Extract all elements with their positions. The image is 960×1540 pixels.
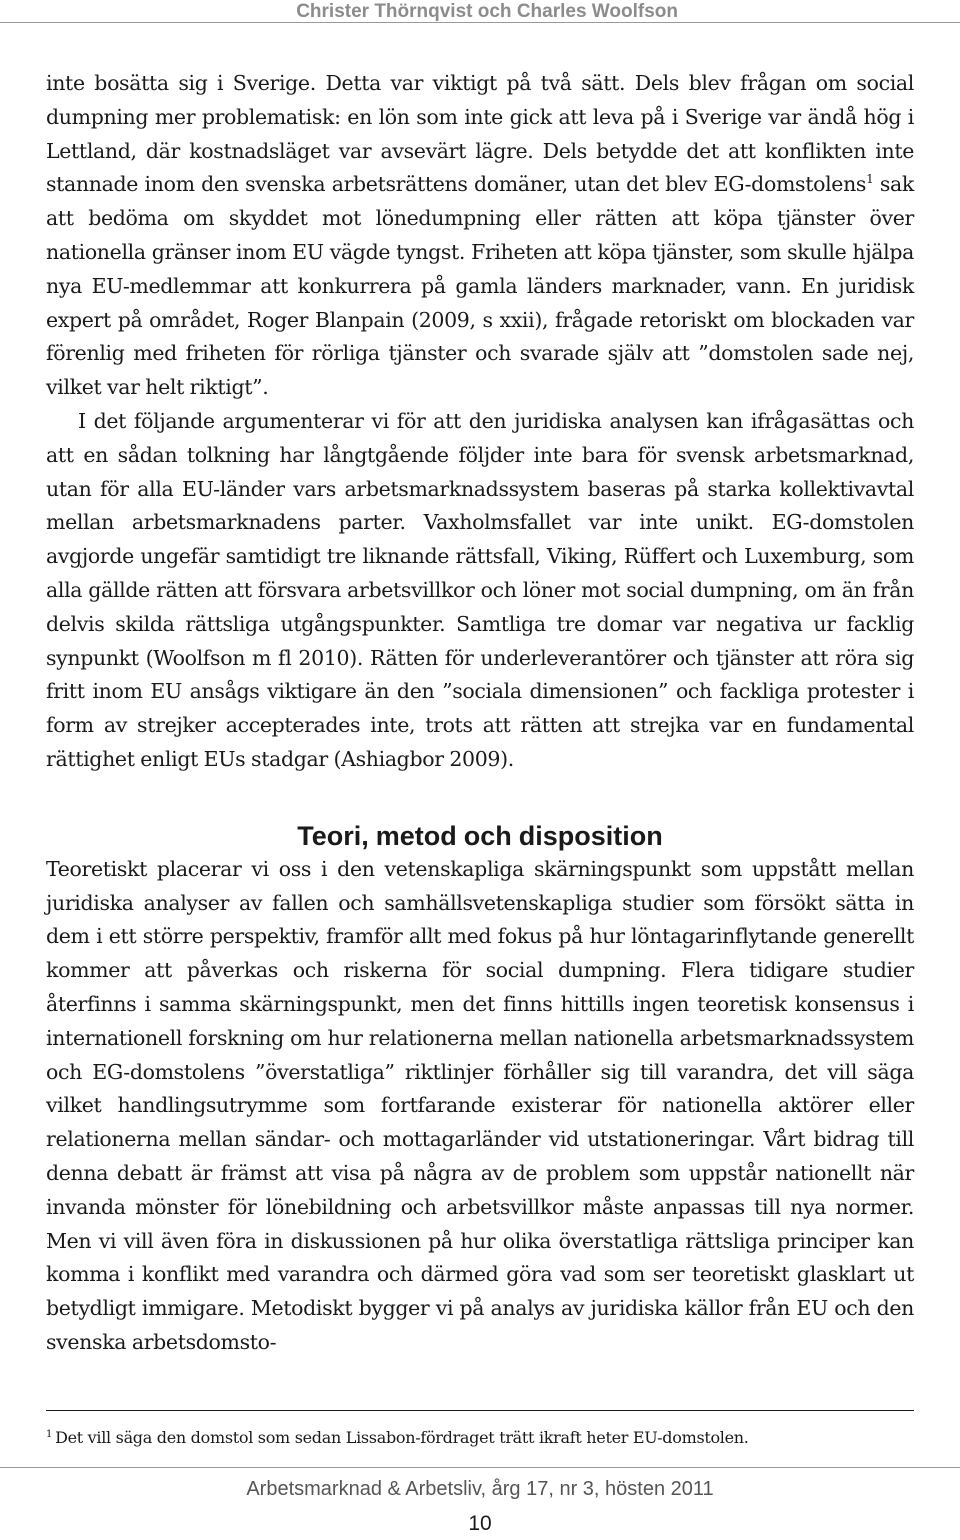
paragraph: I det följande argumenterar vi för att den juridiska analysen kan ifrågasättas och att en sådan tolkning har långtgående följder inte bara för svensk arbetsmarknad, utan för alla EU-länder vars arbetsmarknadssystem baseras på starka kollektivavtal mellan arbetsmarknadens parter. Vaxholmsfallet var inte unikt. EG-domstolen avgjorde ungefär samtidigt tre liknande rättsfall, Viking, Rüffert och Luxemburg, som alla gällde rätten att försvara arbetsvillkor och löner mot social dumpning, om än från delvis skilda rättsliga utgångspunkter. Samtliga tre domar var negativa ur facklig synpunkt (Woolfson m fl 2010). Rätten för underleverantörer och tjänster att röra sig fritt inom EU ansågs viktigare än den ”sociala dimensionen” och fackliga protester i form av strejker accepterades inte, trots att rätten att strejka var en fundamental rättighet enligt EUs stadgar (Ashiagbor 2009). (46, 408, 914, 771)
footnote-divider (46, 1410, 914, 1411)
footer-divider (0, 1467, 960, 1468)
footnote-text: Det vill säga den domstol som sedan Lissabon-fördraget trätt ikraft heter EU-domstolen. (55, 1428, 749, 1447)
footnote (46, 1428, 914, 1447)
section-heading: Teori, metod och disposition (297, 820, 663, 851)
footnote-reference[interactable]: 1 (866, 172, 874, 187)
paragraph-text: inte bosätta sig i Sverige. Detta var viktigt på två sätt. Dels blev frågan om social dumpning mer problematisk: en lön som inte gick att leva på i Sverige var ändå hög i Lettland, där kostnadsläget var avsevärt lägre. Dels betydde det att konflikten inte stannade inom den svenska arbetsrättens domäner, utan det blev EG-domstolens (46, 71, 914, 197)
running-title: Christer Thörnqvist och Charles Woolfson (296, 1, 678, 22)
paragraph: Teoretiskt placerar vi oss i den vetenskapliga skärningspunkt som uppstått mellan juridiska analyser av fallen och samhällsvetenskapliga studier som försökt sätta in dem i ett större perspektiv, framför allt med fokus på hur löntagarinflytande generellt kommer att påverkas och riskerna för social dumpning. Flera tidigare studier återfinns i samma skärningspunkt, men det finns hittills ingen teoretisk konsensus i internationell forskning om hur relationerna mellan nationella arbetsmarknadssystem och EG-domstolens ”överstatliga” riktlinjer förhåller sig till varandra, det vill säga vilket handlingsutrymme som fortfarande existerar för nationella aktörer eller relationerna mellan sändar- och mottagarländer vid utstationeringar. Vårt bidrag till denna debatt är främst att visa på några av de problem som uppstår nationellt när invanda mönster för lönebildning och arbetsvillkor måste anpassas till nya normer. Men vi vill även föra in diskussionen på hur olika överstatliga rättsliga principer kan komma i konflikt med varandra och därmed göra vad som ser teoretiskt glasklart ut betydligt immigare. Metodiskt bygger vi på analys av juridiska källor från EU och den svenska arbetsdomsto- (46, 856, 914, 1354)
page-number: 10 (468, 1512, 492, 1535)
paragraph-text: sak att bedöma om skyddet mot lönedumpning eller rätten att köpa tjänster över nationella gränser inom EU vägde tyngst. Friheten att köpa tjänster, som skulle hjälpa nya EU-medlemmar att konkurrera på gamla länders marknader, vann. En juridisk expert på området, Roger Blanpain (2009, s xxii), frågade retoriskt om blockaden var förenlig med friheten för rörliga tjänster och svarade själv att ”domstolen sade nej, vilket var helt riktigt”. (46, 172, 915, 400)
running-header (0, 0, 960, 23)
footnote-number: 1 (46, 1429, 53, 1440)
journal-citation: Arbetsmarknad & Arbetsliv, årg 17, nr 3, hösten 2011 (246, 1478, 714, 1500)
paragraph-continued (46, 67, 914, 405)
body-text (46, 67, 914, 1360)
